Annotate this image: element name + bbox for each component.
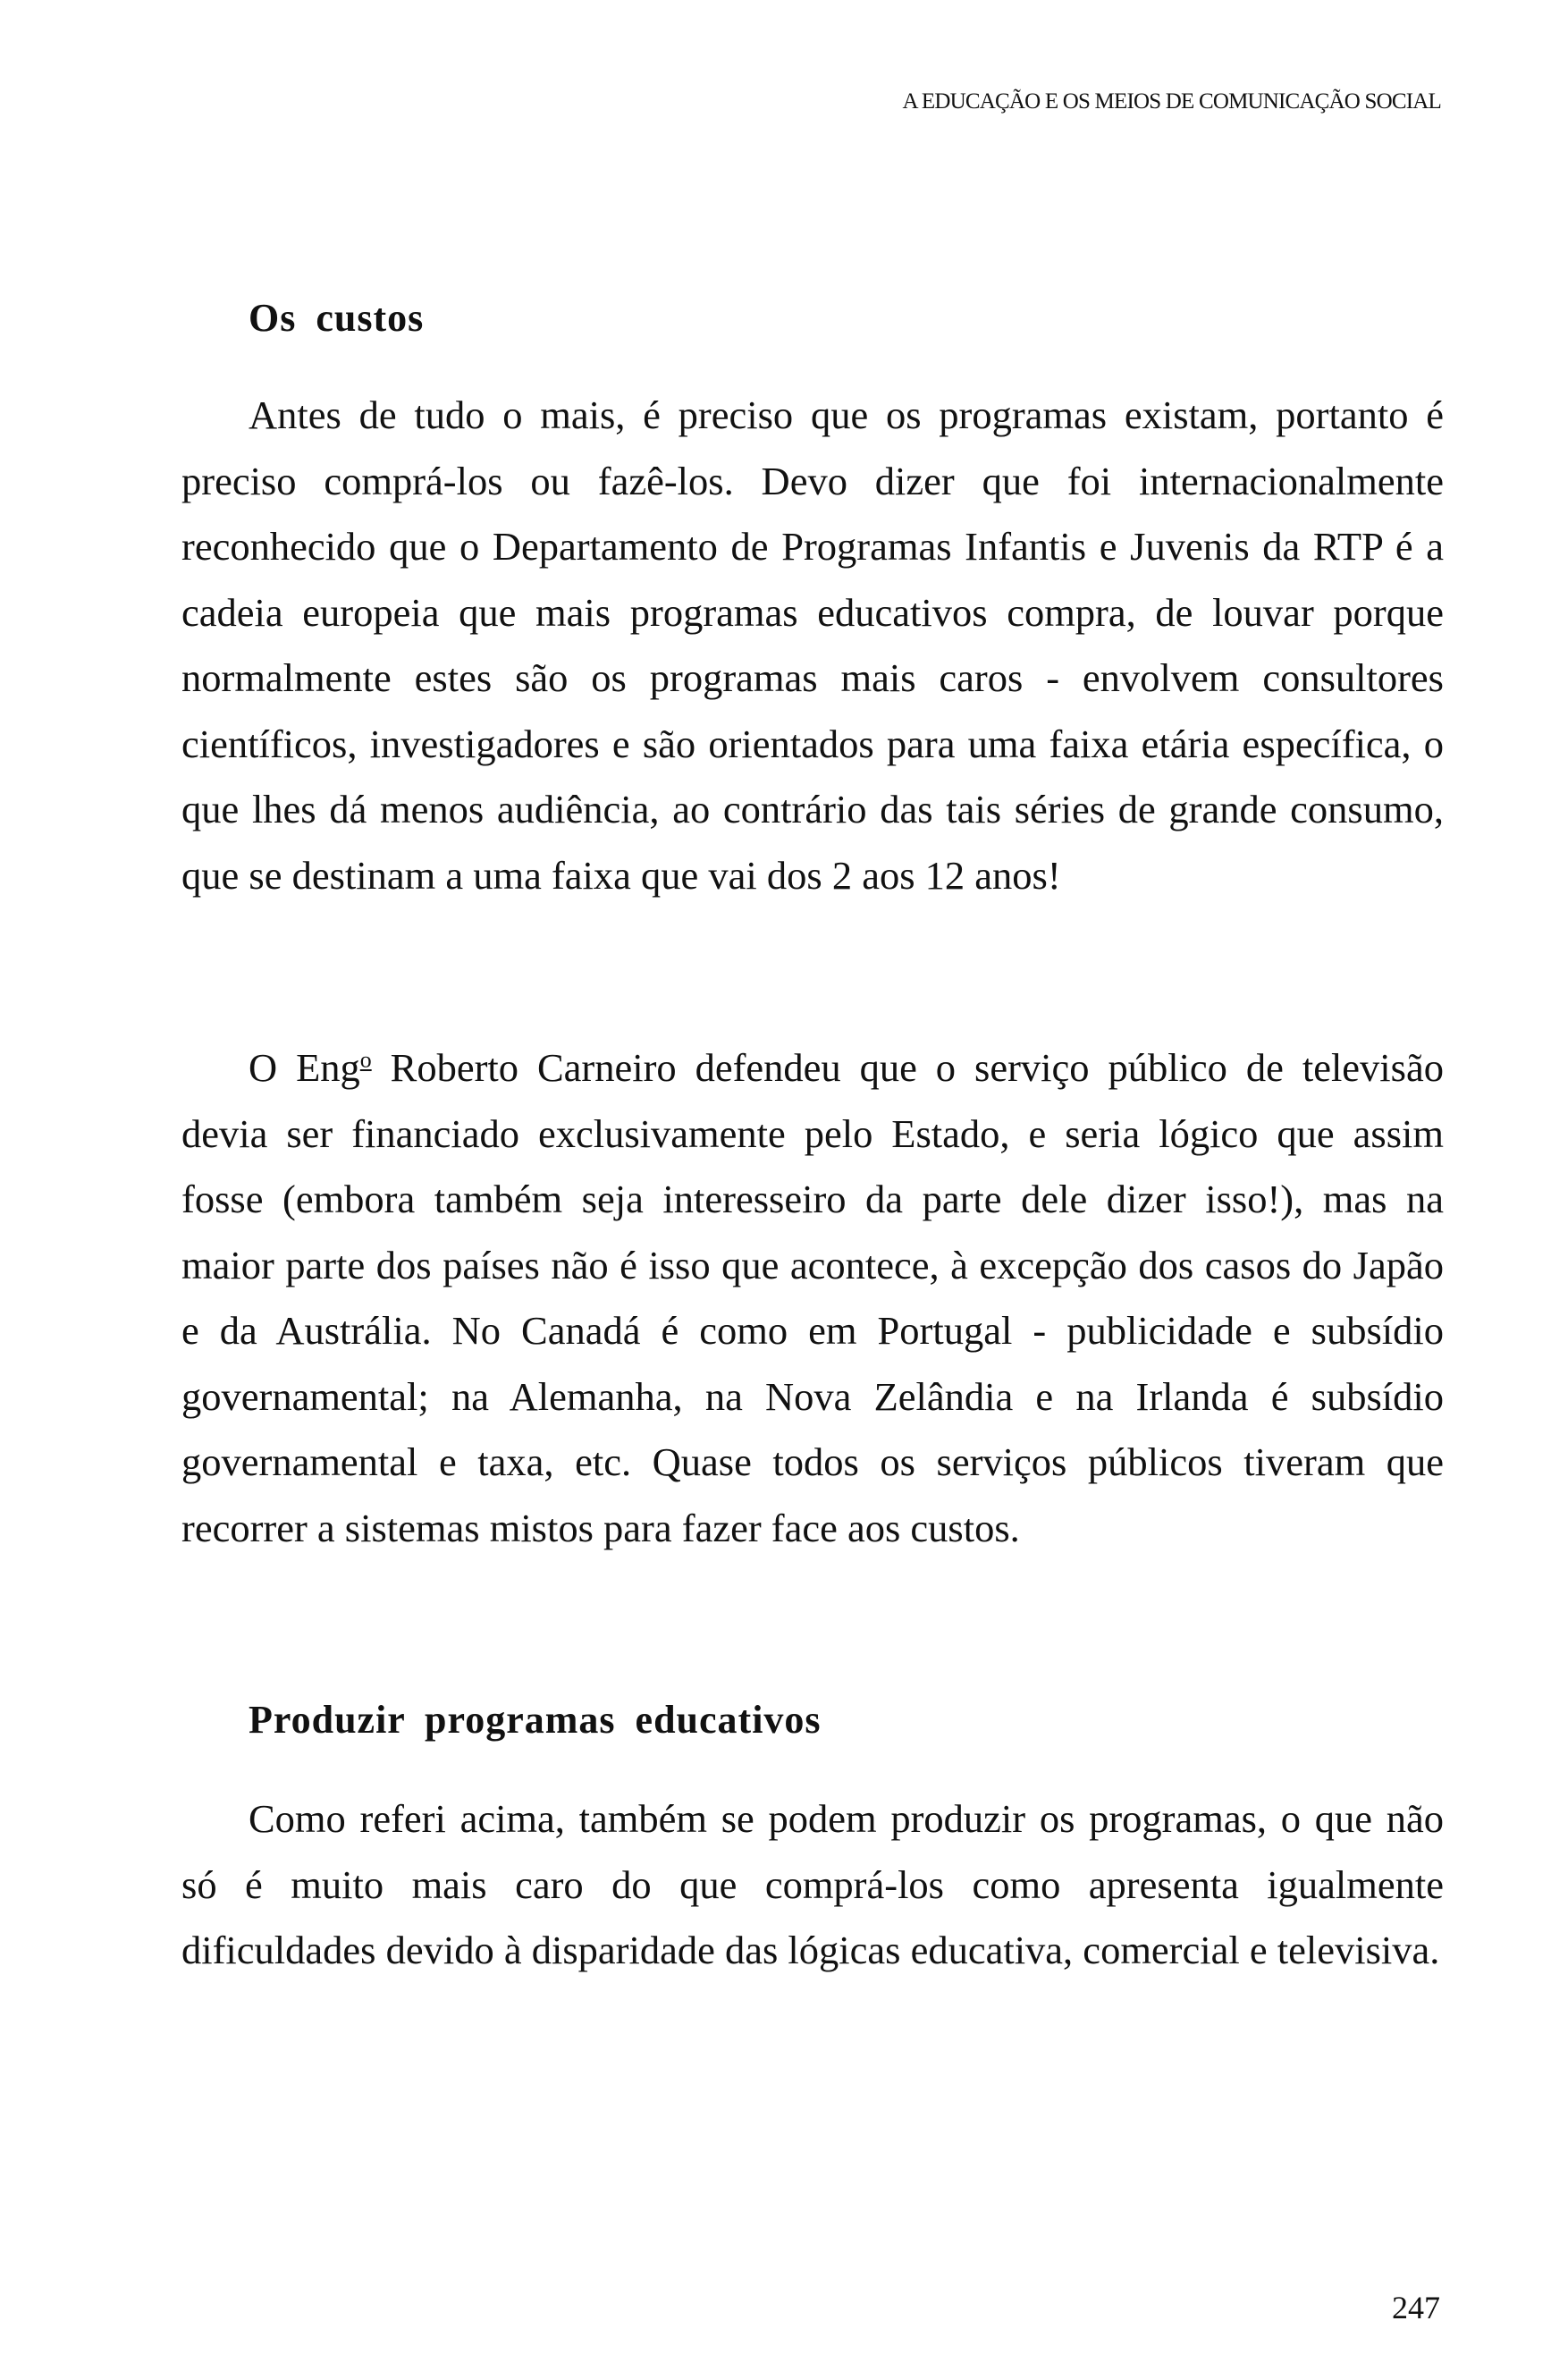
section-heading-produzir-programas: Produzir programas educativos (249, 1698, 822, 1742)
ordinal-superscript: o (359, 1046, 372, 1073)
paragraph-lead: O Eng (249, 1045, 360, 1090)
section-heading-os-custos: Os custos (249, 296, 425, 340)
paragraph-body: Roberto Carneiro defendeu que o serviço público de televisão devia ser financiado exclusivamente pelo Estado, e seria lógico que assim fosse (embora também seja interesseiro da parte dele dizer isso!), mas na maior parte dos países não é isso que acontece, à excepção dos casos do Japão e da Austrália. No Canadá é como em Portugal - publicidade e subsídio governamental; na Alemanha, na Nova Zelândia e na Irlanda é subsídio governamental e taxa, etc. Quase todos os serviços públicos tiveram que recorrer a sistemas mistos para fazer face aos custos. (181, 1045, 1444, 1550)
paragraph-costs-1: Antes de tudo o mais, é preciso que os programas existam, portanto é preciso comprá-los ou fazê-los. Devo dizer que foi internacionalmente reconhecido que o Departamento de Programas Infantis e Juvenis da RTP é a cadeia europeia que mais programas educativos compra, de louvar porque normalmente estes são os programas mais caros - envolvem consultores científicos, investigadores e são orientados para uma faixa etária específica, o que lhes dá menos audiência, ao contrário das tais séries de grande consumo, que se destinam a uma faixa que vai dos 2 aos 12 anos! (181, 392, 1444, 898)
paragraph-costs-2 (181, 1035, 1444, 1561)
paragraph-produce-1: Como referi acima, também se podem produzir os programas, o que não só é muito mais caro do que comprá-los como apresenta igualmente dificuldades devido à disparidade das lógicas educativa, comercial e televisiva. (181, 1796, 1444, 1972)
running-header: A EDUCAÇÃO E OS MEIOS DE COMUNICAÇÃO SOCIAL (902, 89, 1441, 114)
page-number: 247 (1392, 2290, 1440, 2325)
